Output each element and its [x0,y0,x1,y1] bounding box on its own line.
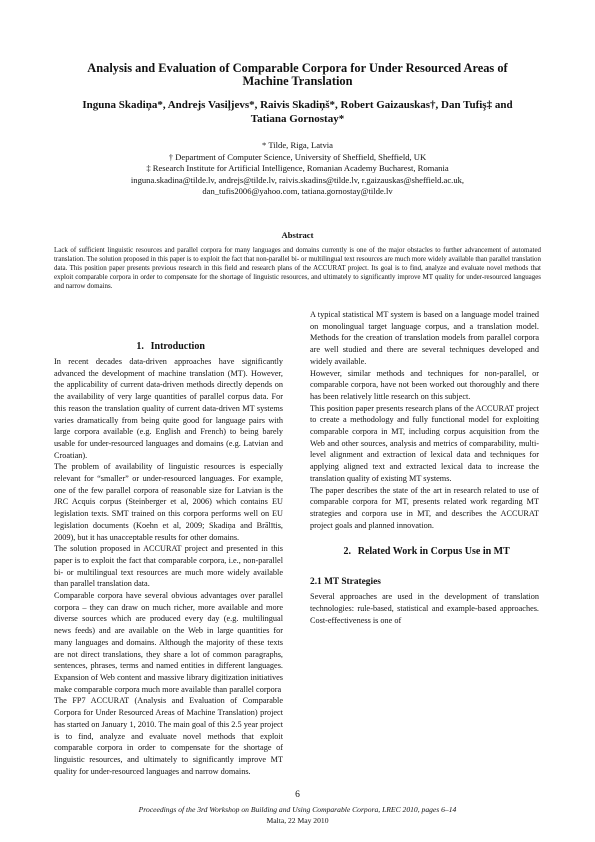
abstract-heading: Abstract [281,230,314,240]
affiliations [60,140,535,198]
title-line-1: Analysis and Evaluation of Comparable Corpora for Under Resourced Areas of [87,61,508,75]
subsection-2-1-title: MT Strategies [324,577,381,588]
author-list [40,99,555,126]
authors-line-1: Inguna Skadiņa*, Andrejs Vasiļjevs*, Raivis Skadiņš*, Robert Gaizauskas†, Dan Tufiş‡ and [82,99,513,111]
intro-paragraph-7: However, similar methods and techniques for non-parallel, or comparable corpora, have not been worked out thoroughly and there has been relatively little research on this subject. [310,368,539,401]
authors-line-2: Tatiana Gornostay* [250,112,345,125]
proceedings-footer [60,805,535,826]
subsection-2-1-number: 2.1 [310,577,322,588]
page-number: 6 [295,790,300,800]
mt-strategies-paragraph: Several approaches are used in the development of translation technologies: rule-based, statistical and example-based approaches. Cost-effectiveness is one of [310,592,539,625]
intro-paragraph-6: A typical statistical MT system is based on a language model trained on monolingual target language corpus, and a translation model. Methods for the creation of translation models from parallel corpora are well studied and there are several techniques developed and widely available. [310,310,539,366]
section-1-heading [54,338,283,356]
section-gap [310,531,539,543]
intro-paragraph-3: The solution proposed in ACCURAT project and presented in this paper is to exploit the fact that comparable corpora, i.e., non-parallel bi- or multilingual text resources are much more widely available than parallel translation data. [54,544,283,589]
author-emails-line-2: dan_tufis2006@yahoo.com, tatiana.gornostay@tilde.lv [202,186,393,197]
section-2-number: 2. [343,546,351,558]
intro-paragraph-1: In recent decades data-driven approaches have significantly advanced the development of machine translation (MT). However, the applicability of current data-driven methods directly depends on the availability of very large quantities of parallel corpus data. For this reason the translation quality of current data-driven MT systems varies dramatically from being quite good for language pairs with large corpora available (e.g. English and French) to being barely usable for under-resourced languages and domains (e.g. Latvian and Croatian). [54,357,283,460]
intro-paragraph-5: The FP7 ACCURAT (Analysis and Evaluation of Comparable Corpora for Under Resourced Areas of Machine Translation) project has started on January 1, 2010. The main goal of this 2.5 year project is to find, analyze and evaluate novel methods that exploit comparable corpora in order to compensate for the shortage of linguistic resources, and ultimately to significantly improve MT quality for under-resourced languages and narrow domains. [54,696,283,776]
section-1-number: 1. [136,341,144,352]
left-column [54,338,283,777]
affiliation-racai: ‡ Research Institute for Artificial Intelligence, Romanian Academy Bucharest, Romania [146,163,449,174]
subsection-2-1-heading [310,573,539,591]
section-2-title: Related Work in Corpus Use in MT [357,546,510,558]
right-column [310,309,539,626]
intro-paragraph-4: Comparable corpora have several obvious advantages over parallel corpora – they can draw on much richer, more available and more diverse sources which are produced every day (e.g. multilingual news feeds) and are available on the Web in large quantities for many languages and domains. Although the majority of these texts are not direct translations, they share a lot of common paragraphs, sentences, phrases, terms and named entities in different languages. Expansion of Web content and massive library digitization initiatives make comparable corpora much more available than parallel corpora [54,591,283,694]
intro-paragraph-9: The paper describes the state of the art in research related to use of comparable corpora for MT, presents related work regarding MT strategies and corpora use in MT, and describes the ACCURAT project goals and planned innovation. [310,485,539,530]
paper-title [40,62,555,88]
affiliation-sheffield: † Department of Computer Science, University of Sheffield, Sheffield, UK [168,151,427,162]
abstract-text: Lack of sufficient linguistic resources and parallel corpora for many languages and domains currently is one of the major obstacles to further advancement of automated translation. The solution proposed in this paper is to exploit the fact that non-parallel bi- or multilingual text resources are much more widely available than parallel translation data. This position paper presents previous research in this field and research plans of the ACCURAT project. Its goal is to find, analyze and evaluate novel methods that exploit comparable corpora in order to compensate for the shortage of linguistic resources, and ultimately to significantly improve MT quality for under-resourced languages and narrow domains. [54,246,541,290]
title-line-2: Machine Translation [242,74,353,88]
footer-line-2: Malta, 22 May 2010 [266,815,329,825]
intro-paragraph-8: This position paper presents research plans of the ACCURAT project to create a methodology and fully functional model for exploiting comparable corpora in MT, including corpus acquisition from the Web and other sources, analysis and metrics of comparability, multi-level alignment and extraction of lexical data and techniques for applying aligned text and extracted lexical data to increase the translation quality of existing MT systems. [310,403,539,483]
author-emails-line-1: inguna.skadina@tilde.lv, andrejs@tilde.lv, raivis.skadins@tilde.lv, r.gaizauskas@sheffield.ac.uk, [130,174,465,185]
section-2-heading [310,543,539,561]
intro-paragraph-2: The problem of availability of linguistic resources is especially relevant for “smaller” or under-resourced languages. For example, one of the few parallel corpora of reasonable size for Latvian is the JRC Acquis corpus (Steinberger et al, 2006) which contains EU legislation texts. SMT trained on this corpora performs well on EU legislation documents (Koehn et al, 2009; Skadiņa and Brālītis, 2009), but it has unacceptable results for other domains. [54,462,283,542]
subsection-gap [310,561,539,573]
footer-line-1: Proceedings of the 3rd Workshop on Building and Using Comparable Corpora, LREC 2010, pages 6–14 [138,805,457,814]
section-1-title: Introduction [150,341,205,352]
affiliation-tilde: * Tilde, Riga, Latvia [262,140,333,150]
